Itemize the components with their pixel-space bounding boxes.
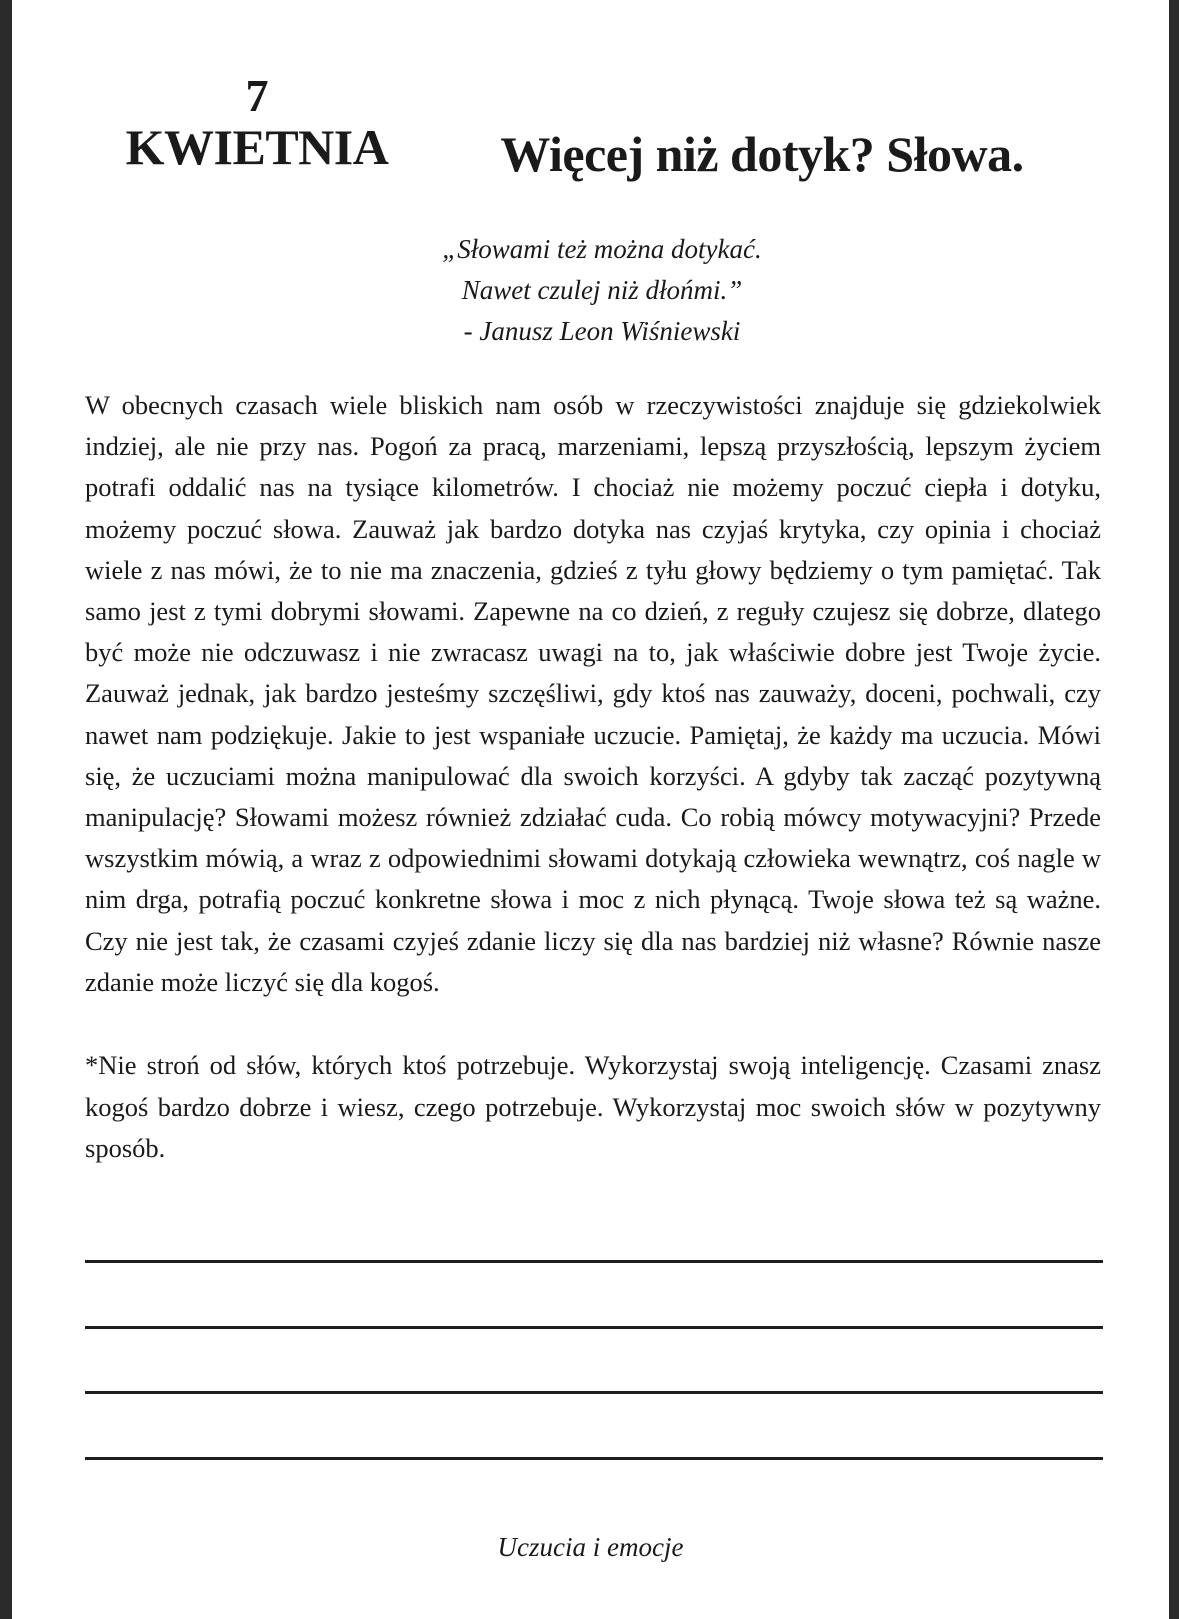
- quote-line-2: Nawet czulej niż dłońmi.”: [461, 275, 743, 305]
- body-paragraph: W obecnych czasach wiele bliskich nam osób w rzeczywistości znajduje się gdziekolwiek indziej, ale nie przy nas. Pogoń za pracą, marzeniami, lepszą przyszłością, lepszym życiem potrafi oddalić nas na tysiące kilometrów. I chociaż nie możemy poczuć ciepła i dotyku, możemy poczuć słowa. Zauważ jak bardzo dotyka nas czyjaś krytyka, czy opinia i chociaż wiele z nas mówi, że to nie ma znaczenia, gdzieś z tyłu głowy będziemy o tym pamiętać. Tak samo jest z tymi dobrymi słowami. Zapewne na co dzień, z reguły czujesz się dobrze, dlatego być może nie odczuwasz i nie zwracasz uwagi na to, jak właściwie dobre jest Twoje życie. Zauważ jednak, jak bardzo jesteśmy szczęśliwi, gdy ktoś nas zauważy, doceni, pochwali, czy nawet nam podziękuje. Jakie to jest wspaniałe uczucie. Pamiętaj, że każdy ma uczucia. Mówi się, że uczuciami można manipulować dla swoich korzyści. A gdyby tak zacząć pozytywną manipulację? Słowami możesz również zdziałać cuda. Co robią mówcy motywacyjni? Przede wszystkim mówią, a wraz z odpowiednimi słowami dotykają człowieka wewnątrz, coś nagle w nim drga, potrafią poczuć konkretne słowa i moc z nich płynącą. Twoje słowa też są ważne. Czy nie jest tak, że czasami czyjeś zdanie liczy się dla nas bardziej niż własne? Równie nasze zdanie może liczyć się dla kogoś.: [85, 390, 1101, 997]
- writing-line-4: [85, 1457, 1103, 1460]
- page-title: Więcej niż dotyk? Słowa.: [500, 126, 1024, 182]
- epigraph-quote: [312, 229, 892, 352]
- date-month: KWIETNIA: [125, 119, 389, 175]
- writing-line-3: [85, 1391, 1103, 1394]
- page-footer: Uczucia i emocje: [497, 1532, 684, 1562]
- writing-line-2: [85, 1326, 1103, 1329]
- book-page: [12, 0, 1169, 1619]
- writing-line-1: [85, 1260, 1103, 1263]
- quote-line-1: „Słowami też można dotykać.: [442, 234, 762, 264]
- tip-paragraph: *Nie stroń od słów, których ktoś potrzebuje. Wykorzystaj swoją inteligencję. Czasami znasz kogoś bardzo dobrze i wiesz, czego potrzebuje. Wykorzystaj moc swoich słów w pozytywny sposób.: [85, 1050, 1101, 1163]
- quote-author: - Janusz Leon Wiśniewski: [463, 316, 741, 346]
- right-page-edge: [1169, 0, 1179, 1619]
- date-header: [122, 72, 392, 174]
- left-page-edge: [0, 0, 12, 1619]
- date-day: 7: [245, 70, 269, 121]
